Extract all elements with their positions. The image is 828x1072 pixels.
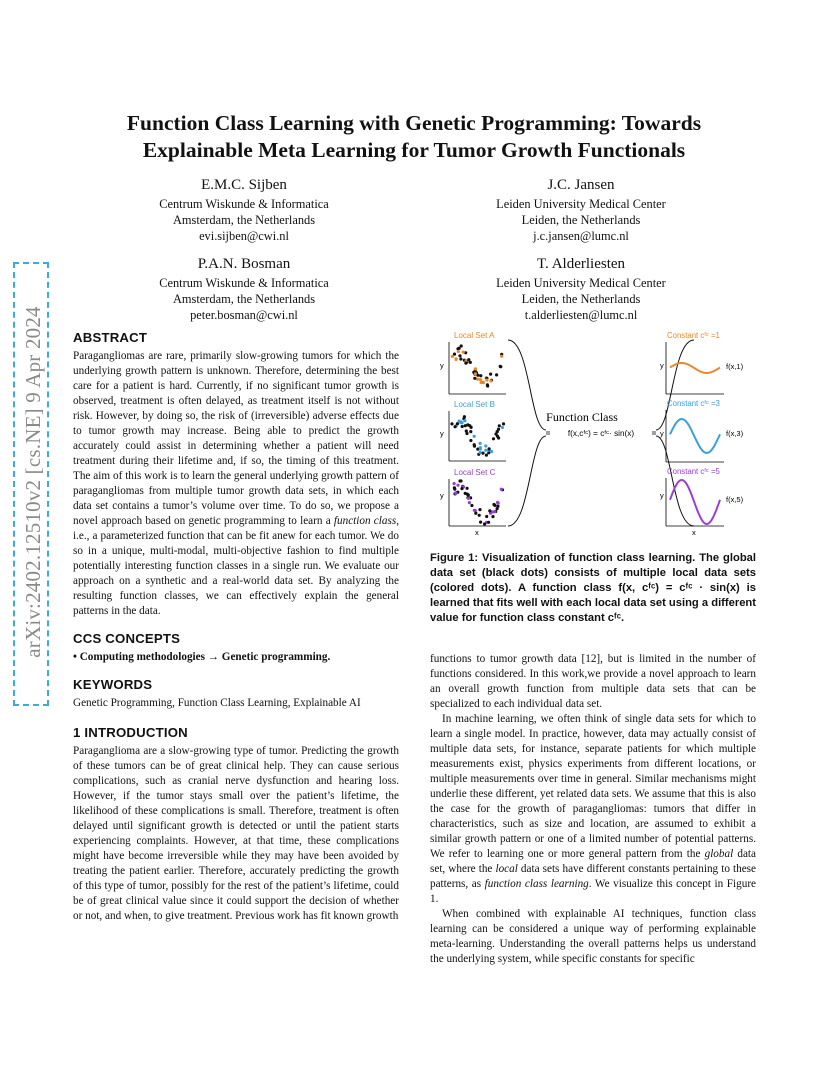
scatter-dot xyxy=(463,415,466,418)
scatter-dot xyxy=(474,367,477,370)
left-column xyxy=(73,330,399,924)
constant-5-panel xyxy=(660,467,744,537)
scatter-dot xyxy=(484,449,487,452)
author-name: E.M.C. Sijben xyxy=(201,177,287,193)
scatter-dot xyxy=(458,347,461,350)
author-name: P.A.N. Bosman xyxy=(197,256,291,272)
introduction-heading: 1 INTRODUCTION xyxy=(73,725,188,740)
axis-x-label: x xyxy=(692,528,696,537)
scatter-dot xyxy=(498,424,501,427)
scatter-dot xyxy=(473,377,476,380)
scatter-dot xyxy=(479,374,482,377)
scatter-dot xyxy=(501,426,504,429)
scatter-dot xyxy=(466,423,469,426)
scatter-dot xyxy=(457,350,460,353)
title-line-1: Function Class Learning with Genetic Programming: Towards xyxy=(126,111,702,135)
scatter-dot xyxy=(496,505,499,508)
axis-x-label: x xyxy=(475,528,479,537)
title-line-2: Explainable Meta Learning for Tumor Growth Functionals xyxy=(142,138,686,162)
author-affiliation: Centrum Wiskunde & Informatica xyxy=(159,197,329,211)
scatter-dot xyxy=(491,515,494,518)
scatter-dot xyxy=(455,358,458,361)
figure-1 xyxy=(430,326,760,538)
local-set-a-label: Local Set A xyxy=(454,331,495,340)
scatter-dot xyxy=(467,497,470,500)
scatter-dot xyxy=(492,503,495,506)
right-paragraph-2: In machine learning, we often think of single data sets for which to learn a single model. In practice, however, data may actually consist of multiple data sets, for instance, separate patients for which multiple measurements exist, physics experiments from different locations, or multiple measurements over time in general. Similar mechanisms might underlie these different, yet related data sets. We assume that this is also the case for the growth of paragangliomas: tumors that differ in characteristics, such as size and location, are assumed to exhibit a similar growth pattern or one of a limited number of potential patterns. We refer to learning one or more general pattern from the global data set, where the local data sets have different constants pertaining to these patterns, as function class learning. We visualize this concept in Figure 1. xyxy=(430,713,757,905)
scatter-dot xyxy=(468,501,471,504)
scatter-dot xyxy=(479,378,482,381)
author-location: Leiden, the Netherlands xyxy=(521,292,641,307)
scatter-dot xyxy=(489,373,492,376)
bracket-left-top xyxy=(508,340,546,430)
scatter-dot xyxy=(482,381,485,384)
function-class-title: Function Class xyxy=(546,410,618,424)
scatter-dot xyxy=(469,430,472,433)
introduction-paragraph: Paraganglioma are a slow-growing type of tumor. Predicting the growth of these tumors can be of great clinical help. They can cause serious complications, such as cranial nerve dysfunction and hearing loss. However, if the tumor stays small over the patient’s lifetime, the likelihood of these complications is small. Therefore, treatment is often delayed until significant growth is detected or until the patient starts experiencing complaints. However, at that time, these complications might have become irreversible while they may have been avoided by treating the patient earlier. Therefore, accurately predicting the growth of this type of tumor, possibly for the rest of the patient’s lifetime, could be of great clinical value since it could support the decision of whether or not, and when, to give treatment. Previous work has fit known growth xyxy=(73,745,399,922)
scatter-dot xyxy=(450,422,453,425)
scatter-dot xyxy=(488,509,491,512)
scatter-dot xyxy=(502,422,505,425)
scatter-dot xyxy=(485,379,488,382)
scatter-dot xyxy=(492,437,495,440)
scatter-dot xyxy=(462,351,465,354)
bracket-left-bottom xyxy=(508,436,546,526)
axis-y-label: y xyxy=(440,491,444,500)
bracket-right-bottom xyxy=(656,436,694,526)
right-paragraph-1: functions to tumor growth data [12], but is limited in the number of functions considered. In this work,we provide a novel approach to learn an overall growth function from multiple data sets that can be specialized to each individual data set. xyxy=(430,653,756,710)
figure-caption: Figure 1: Visualization of function class learning. The global data set (black dots) consists of multiple local data sets (colored dots). A function class f(x, cᶠᶜ) = cᶠᶜ · sin(x) is learned that fits well with each local data set using a different value for function class constant cᶠᶜ. xyxy=(430,552,756,624)
scatter-dot xyxy=(459,357,462,360)
bracket-right-top xyxy=(656,340,694,430)
scatter-dot xyxy=(459,479,462,482)
author-email: t.alderliesten@lumc.nl xyxy=(524,308,638,323)
scatter-dot xyxy=(500,488,503,491)
scatter-dot xyxy=(454,492,457,495)
author-location: Leiden, the Netherlands xyxy=(521,213,641,228)
scatter-dot xyxy=(467,493,470,496)
scatter-dot xyxy=(485,515,488,518)
scatter-dot xyxy=(463,419,466,422)
scatter-dot xyxy=(497,428,500,431)
function-class-formula: f(x,cᶠᶜ) = cᶠᶜ· sin(x) xyxy=(567,429,635,438)
axis-y-label: y xyxy=(660,491,664,500)
scatter-dot xyxy=(467,358,470,361)
keywords-text: Genetic Programming, Function Class Learning, Explainable AI xyxy=(73,697,361,709)
scatter-dot xyxy=(476,378,479,381)
author-affiliation: Leiden University Medical Center xyxy=(496,197,666,211)
scatter-dot xyxy=(479,442,482,445)
local-set-c-panel xyxy=(440,468,506,537)
scatter-dot xyxy=(499,365,502,368)
scatter-dot xyxy=(460,421,463,424)
scatter-dot xyxy=(478,508,481,511)
author-email: j.c.jansen@lumc.nl xyxy=(533,229,629,244)
author-affiliation: Leiden University Medical Center xyxy=(496,276,666,290)
local-set-b-panel xyxy=(440,400,506,461)
output-label-3: f(x,3) xyxy=(726,429,744,438)
abstract-text: Paragangliomas are rare, primarily slow-growing tumors for which the underlying growth pattern is unknown. Therefore, determining the best care for a patient is hard. Currently, if no significant tumor growth is observed, treatment is often delayed, as treatment itself is not without risk. However, by doing so, the risk of (irreversible) adverse effects due to tumor growth may increase. Being able to predict the growth accurately could assist in determining whether a patient will need treatment during their lifetime and, if so, the timing of this treatment. The aim of this work is to learn the general underlying growth pattern of paragangliomas from multiple tumor growth data sets, in which each data set contains a tumor’s volume over time. To do so, we propose a novel approach based on genetic programming to learn a function class, i.e., a parameterized function that can be fit anew for each tumor. We do so in a unique, multi-modal, multi-objective fashion to find multiple potentially interesting function classes in a single run. We evaluate our approach on a synthetic and a real-world data set. By analyzing the resulting function classes, we can effectively explain the general patterns in the data. xyxy=(73,350,399,617)
scatter-dot xyxy=(488,447,491,450)
scatter-dot xyxy=(479,447,482,450)
author-block-2 xyxy=(416,176,746,245)
author-name: T. Alderliesten xyxy=(536,256,626,272)
scatter-dot xyxy=(474,372,477,375)
axis-y-label: y xyxy=(660,361,664,370)
scatter-dot xyxy=(460,487,463,490)
author-name: J.C. Jansen xyxy=(547,177,615,193)
axis-y-label: y xyxy=(660,429,664,438)
author-affiliation: Centrum Wiskunde & Informatica xyxy=(159,276,329,290)
scatter-dot xyxy=(456,484,459,487)
constant-3-panel xyxy=(660,399,744,462)
scatter-dot xyxy=(453,482,456,485)
scatter-dot xyxy=(454,425,457,428)
scatter-dot xyxy=(461,425,464,428)
scatter-dot xyxy=(485,454,488,457)
keywords-heading: KEYWORDS xyxy=(73,677,153,692)
scatter-dot xyxy=(473,509,476,512)
arxiv-identifier: arXiv:2402.12510v2 [cs.NE] 9 Apr 2024 xyxy=(21,306,45,658)
author-block-3 xyxy=(79,255,409,324)
local-set-b-label: Local Set B xyxy=(454,400,495,409)
scatter-dot xyxy=(469,439,472,442)
constant-1-label: Constant cᶠᶜ =1 xyxy=(667,331,720,340)
local-set-a-panel xyxy=(440,331,506,394)
axis-y-label: y xyxy=(440,361,444,370)
scatter-dot xyxy=(487,521,490,524)
scatter-dot xyxy=(451,355,454,358)
scatter-dot xyxy=(500,355,503,358)
right-column xyxy=(430,652,756,967)
scatter-dot xyxy=(465,429,468,432)
scatter-dot xyxy=(495,373,498,376)
scatter-dot xyxy=(478,514,481,517)
abstract-heading: ABSTRACT xyxy=(73,330,148,345)
author-block-4 xyxy=(416,255,746,324)
scatter-dot xyxy=(484,444,487,447)
author-location: Amsterdam, the Netherlands xyxy=(172,292,316,307)
output-label-1: f(x,1) xyxy=(726,362,744,371)
scatter-dot xyxy=(486,384,489,387)
scatter-dot xyxy=(490,450,493,453)
curve-f-x-3 xyxy=(670,419,720,453)
scatter-dot xyxy=(489,379,492,382)
author-email: peter.bosman@cwi.nl xyxy=(190,308,298,323)
scatter-dot xyxy=(466,487,469,490)
scatter-dot xyxy=(479,521,482,524)
axis-y-label: y xyxy=(440,429,444,438)
scatter-dot xyxy=(481,452,484,455)
right-paragraph-3: When combined with explainable AI techniques, function class learning can be considered a unique way of performing explainable meta-learning. Understanding the overall patterns helps us understand the underlying system, while specific constants for specific xyxy=(430,908,756,965)
author-block-1 xyxy=(79,176,409,245)
scatter-dot xyxy=(469,361,472,364)
arxiv-stamp xyxy=(13,262,49,706)
curve-f-x-1 xyxy=(670,363,720,373)
scatter-dot xyxy=(474,512,477,515)
paper-title xyxy=(0,110,828,164)
constant-3-label: Constant cᶠᶜ =3 xyxy=(667,399,720,408)
scatter-dot xyxy=(483,522,486,525)
constant-5-label: Constant cᶠᶜ =5 xyxy=(667,467,720,476)
scatter-dot xyxy=(458,354,461,357)
ccs-heading: CCS CONCEPTS xyxy=(73,631,181,646)
author-location: Amsterdam, the Netherlands xyxy=(172,213,316,228)
scatter-dot xyxy=(493,510,496,513)
scatter-dot xyxy=(496,501,499,504)
ccs-item: • Computing methodologies → Genetic programming. xyxy=(73,651,331,663)
output-label-5: f(x,5) xyxy=(726,495,744,504)
local-set-c-label: Local Set C xyxy=(454,468,496,477)
scatter-dot xyxy=(456,422,459,425)
author-email: evi.sijben@cwi.nl xyxy=(199,229,289,244)
scatter-dot xyxy=(470,504,473,507)
scatter-dot xyxy=(479,451,482,454)
scatter-dot xyxy=(473,443,476,446)
scatter-dot xyxy=(464,362,467,365)
scatter-dot xyxy=(473,435,476,438)
scatter-dot xyxy=(453,488,456,491)
scatter-dot xyxy=(464,492,467,495)
